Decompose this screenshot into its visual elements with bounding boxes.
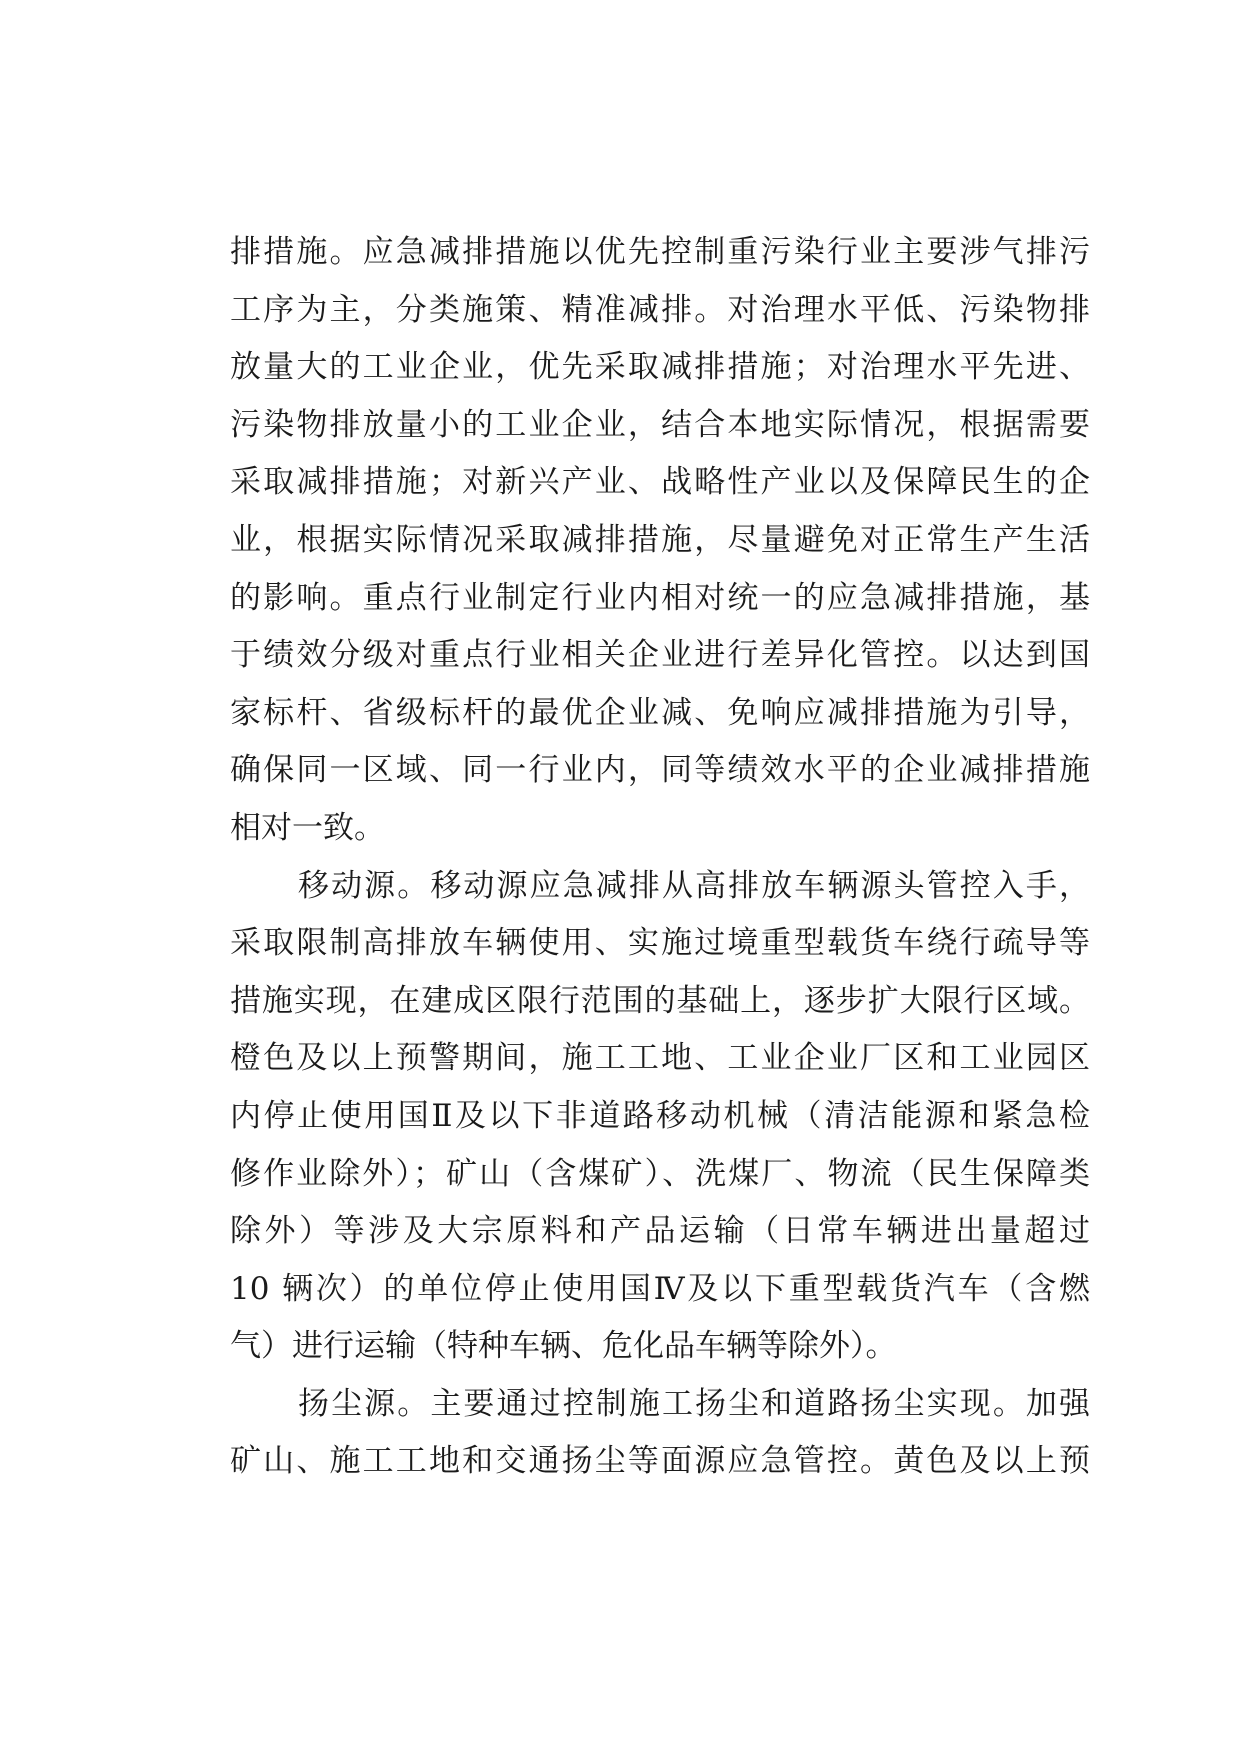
text-line: 除外）等涉及大宗原料和产品运输（日常车辆进出量超过	[230, 1213, 1090, 1250]
text-line: 矿山、施工工地和交通扬尘等面源应急管控。黄色及以上预	[230, 1443, 1090, 1480]
text-line: 确保同一区域、同一行业内，同等绩效水平的企业减排措施	[230, 752, 1090, 789]
text-line: 工序为主，分类施策、精准减排。对治理水平低、污染物排	[230, 291, 1090, 328]
text-line: 采取限制高排放车辆使用、实施过境重型载货车绕行疏导等	[230, 925, 1090, 962]
text-line: 放量大的工业企业，优先采取减排措施；对治理水平先进、	[230, 349, 1090, 386]
text-line: 措施实现，在建成区限行范围的基础上，逐步扩大限行区域。	[230, 982, 1090, 1019]
text-line: 气）进行运输（特种车辆、危化品车辆等除外）。	[230, 1328, 897, 1365]
paragraph-industrial	[230, 224, 1090, 858]
text-line: 污染物排放量小的工业企业，结合本地实际情况，根据需要	[230, 406, 1090, 443]
text-line: 修作业除外）；矿山（含煤矿）、洗煤厂、物流（民生保障类	[230, 1155, 1090, 1192]
text-line: 10 辆次）的单位停止使用国Ⅳ及以下重型载货汽车（含燃	[230, 1270, 1090, 1307]
text-line: 扬尘源。主要通过控制施工扬尘和道路扬尘实现。加强	[298, 1385, 1090, 1422]
paragraph-dust-source	[230, 1376, 1090, 1491]
body-text	[230, 224, 1090, 1491]
text-line: 采取减排措施；对新兴产业、战略性产业以及保障民生的企	[230, 464, 1090, 501]
text-line: 橙色及以上预警期间，施工工地、工业企业厂区和工业园区	[230, 1040, 1090, 1077]
text-line: 业，根据实际情况采取减排措施，尽量避免对正常生产生活	[230, 521, 1090, 558]
text-line: 排措施。应急减排措施以优先控制重污染行业主要涉气排污	[230, 234, 1090, 270]
text-line: 内停止使用国Ⅱ及以下非道路移动机械（清洁能源和紧急检	[230, 1097, 1090, 1134]
text-line: 的影响。重点行业制定行业内相对统一的应急减排措施，基	[230, 579, 1090, 616]
text-line: 相对一致。	[230, 809, 385, 846]
paragraph-mobile-source	[230, 858, 1090, 1376]
text-line: 家标杆、省级标杆的最优企业减、免响应减排措施为引导，	[230, 694, 1090, 731]
text-line: 于绩效分级对重点行业相关企业进行差异化管控。以达到国	[230, 637, 1090, 674]
text-line: 移动源。移动源应急减排从高排放车辆源头管控入手，	[298, 867, 1090, 904]
